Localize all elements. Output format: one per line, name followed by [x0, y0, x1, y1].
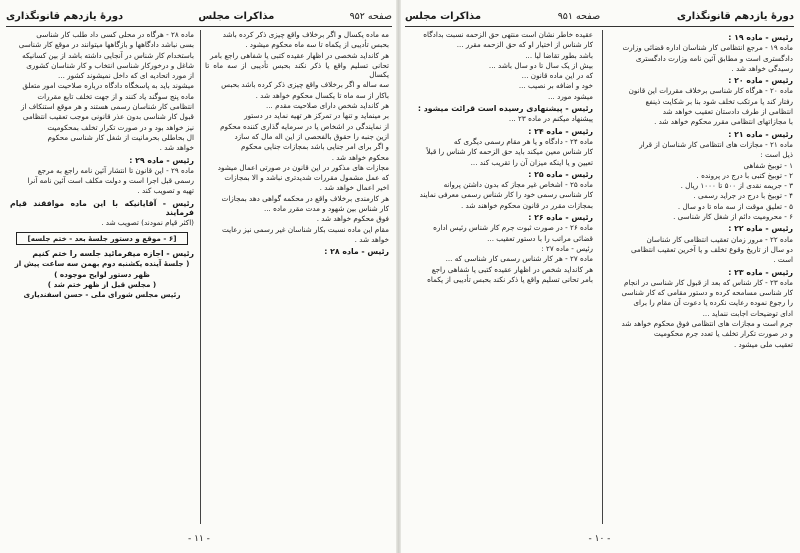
paragraph: هر کانداید شخص در اظهار عقیده کتبی یا شفاهی راجع [431, 264, 593, 274]
paragraph: کار شناسی مسامحه کرده و دستور مقامی که کار شناسی [621, 288, 793, 298]
paragraph: بامر تحانی تسلیم واقع یا ذکر نکند بحبس تأدیبی از یکماه [427, 274, 593, 284]
paragraph: جرم است و مجازات های انتظامی فوق محکوم خواهد شد [621, 319, 793, 329]
paragraph: ازین جنبه را حقوق بالفحصی از این اله مال که سازد [234, 131, 389, 141]
paragraph: که در این ماده قانون ... [521, 71, 593, 81]
paragraph: نیز خواهد بود و در صورت تکرار تخلف بمحکومیت [47, 122, 194, 132]
paragraph: کار شناس معین میکند باید حق الزحمه کار شناس را قبلاً [426, 147, 593, 157]
speaker-line: رئیس - پیشنهادی رسیده است قرائت میشود : [417, 104, 593, 114]
speaker-line: رئیس - ماده ۲۵ : [528, 169, 593, 179]
paragraph: ۳ - جریمه نقدی از ۵۰۰ تا ۱۰۰۰ ریال . [680, 181, 793, 191]
paragraph: خود و اضافه بر نصیب ... [518, 81, 593, 91]
paragraph: باکار از سه ماه تا یکسال محکوم خواهد شد . [255, 90, 389, 100]
paragraph: مجازات های مذکور در این قانون در صورتی اعمال میشود [217, 162, 389, 172]
right-page-label: صفحه ۹۵۱ [557, 10, 601, 22]
paragraph: با مجازاتهای انتظامی مقرر محکوم خواهد شد . [654, 117, 793, 127]
paragraph: رسمی قبل اجرا است و دولت مکلف است آئین نامه آنرا [27, 176, 194, 186]
paragraph: بمجازات مقرر در قانون محکوم خواهند شد . [460, 200, 593, 210]
paragraph: قضائی مراتب را با دستور تعقیب ... [487, 233, 593, 243]
left-page-right-column [205, 30, 389, 528]
paragraph: پیشنهاد میکنم در ماده ۲۳ ... [508, 114, 593, 124]
paragraph: بیش از یک سال تا دو سال باشد ... [488, 60, 593, 70]
paragraph: باستخدام کار شناس در آنجایی داشته باشد از بین کسانیکه [22, 50, 194, 60]
paragraph: کار شناس بین شهود و مدت مقرر ماده ... [263, 204, 389, 214]
right-column-divider [602, 30, 603, 524]
paragraph: ماده ۲۶ - در صورت ثبوت جرم کار شناس رئیس اداره [433, 223, 593, 233]
paragraph: محکوم خواهد شد . [331, 152, 389, 162]
paragraph: رئیس - ماده ۲۷ : [541, 243, 593, 253]
speaker-line: رئیس - ماده ۱۹ : [728, 33, 793, 42]
right-page-left-column [409, 30, 593, 528]
speaker-line: رئیس - ماده ۲۸ : [324, 247, 389, 257]
paragraph: خواهد شد . [354, 234, 389, 244]
paragraph: دادگستری است و مطابق آئین نامه وزارت دادگستری [635, 53, 793, 63]
paragraph: ماده ۲۸ - هرگاه در محلی کسی داد طلب کار شناسی [36, 30, 194, 39]
paragraph: هر کانداید شخص دارای صلاحیت مقدم ... [265, 101, 389, 111]
left-session-title: مذاکرات مجلس [198, 10, 275, 22]
paragraph: مقام این ماده نسبت بکار شناسان غیر رسمی نیز رعایت [222, 224, 389, 234]
paragraph: بسی نباشد دادگاهها و بازگاهها میتوانند در موقع کار شناسی [18, 40, 194, 50]
paragraph: انتظامی از طرف دادستان تعقیب خواهد شد [662, 107, 793, 117]
paragraph: ماده پنج سوگند یاد کنند و از جهت تخلف تابع مقررات [37, 91, 194, 101]
paragraph: تحانی تسلیم واقع یا ذکر نکند بحبس تأدیبی از سه ماه تا یکسال [205, 60, 389, 80]
left-page-number: - ۱۱ - [188, 534, 210, 544]
paragraph: تهیه و تصویب کند . [137, 186, 194, 196]
right-page [405, 6, 794, 546]
session-note: ظهر دستور لوایح موجوده ) [54, 269, 150, 279]
paragraph: سه ساله و اگر برخلاف واقع چیزی ذکر کرده باشد بحبس [221, 80, 389, 90]
paragraph: تعیین و یا اینکه میزان آن را تقریب کند ... [470, 157, 593, 167]
right-term-title: دورهٔ یازدهم قانونگذاری [676, 10, 794, 22]
book-gutter [396, 0, 401, 553]
paragraph: ۲ - توبیخ کتبی با درج در پرونده . [696, 170, 793, 180]
left-page-header [6, 6, 392, 27]
paragraph: تعقیب ملی میشود . [733, 339, 793, 349]
paragraph: میشود مورد ... [547, 91, 593, 101]
paragraph: ماده ۲۷ - هر کار شناس رسمی کار شناسی که ... [445, 254, 593, 264]
paragraph: ال بحاطلی بحرمانیت از شغل کار شناسی محکوم [47, 132, 194, 142]
paragraph: اخیر اعمال خواهد شد . [319, 183, 389, 193]
session-note: ( مجلس قبل از ظهر ختم شد ) [47, 279, 157, 289]
paragraph: ماده ۱۹ - مرجع انتظامی کار شناسان اداره قضائی وزارت [622, 43, 793, 53]
paragraph: از مورد اتحادیه ای که داخل نمیشوند کشور ... [58, 71, 194, 81]
paragraph: عقیده خاطر نشان است منتهی حق الزحمه نسبت بدادگاه [423, 30, 593, 39]
left-term-title: دورهٔ یازدهم قانونگذاری [6, 10, 124, 22]
session-note: رئیس مجلس شورای ملی - حسن اسفندیاری [23, 290, 181, 300]
paragraph: است . [773, 255, 793, 265]
right-page-number: - ۱۰ - [588, 534, 611, 544]
paragraph: ماده ۲۳ - کار شناس که بعد از قبول کار شناسی در انجام [624, 277, 793, 287]
paragraph: دو سال از تاریخ وقوع تخلف و یا آخرین تعقیب انتظامی [630, 244, 793, 254]
section-heading-box: [۶ - موقع و دستور جلسهٔ بعد - ختم جلسه] [16, 232, 188, 245]
paragraph: از نمایندگی در اشخاص یا در سرمایه گذاری کننده محکوم [220, 121, 389, 131]
speaker-line: رئیس - ماده ۲۳ : [728, 267, 793, 277]
right-page-header [405, 6, 794, 27]
speaker-line: رئیس - ماده ۲۹ : [129, 155, 194, 165]
paragraph: را رجوع نموده رعایت نکرده یا دعوت آن مقام را برای [633, 298, 793, 308]
paragraph: ماده ۲۱ - مجازات های انتظامی کار شناسان از قرار [639, 139, 793, 149]
speaker-line: رئیس - ماده ۲۰ : [728, 76, 793, 86]
paragraph: قبول کار شناسی بدون عذر قانونی موجب تعقیب انتظامی [22, 112, 194, 122]
paragraph: (اکثر قیام نمودند) تصویب شد . [101, 218, 194, 228]
paragraph: شاغل و درخورکار شناسی انتخاب و کار شناسان کشوری [26, 60, 194, 70]
paragraph: هر کارمندی برخلاف واقع در محکمه گواهی دهد بمجازات [221, 193, 389, 203]
paragraph: میشوند باید به پاسخگاه دادگاه درباره صلاحیت امور متعلق [22, 81, 194, 91]
paragraph: کار شناسی رسمی خود را کار شناس رسمی معرفی نمایند [419, 190, 593, 200]
paragraph: مه ماده یکسال و اگر برخلاف واقع چیزی ذکر کرده باشد [222, 30, 389, 39]
left-page [6, 6, 392, 546]
paragraph: ماده ۲۲ - مرور زمان تعقیب انتظامی کار شناسان [646, 234, 793, 244]
paragraph: ذیل است : [760, 150, 793, 160]
speaker-line: رئیس - ماده ۲۶ : [528, 213, 593, 223]
right-page-right-column [609, 30, 793, 528]
speaker-line: رئیس - آقایانیکه با این ماده موافقند قیام فرمایند [10, 198, 194, 218]
paragraph: که عمل مشمول مقررات شدیدتری نباشد و الا بمجازات [224, 173, 389, 183]
paragraph: ادای توضیحات اجابت ننماید ... [702, 308, 793, 318]
paragraph: رسیدگی خواهد شد . [731, 63, 793, 73]
paragraph: ۱ - توبیخ شفاهی [743, 160, 793, 170]
paragraph: ۵ - تعلیق موقت از سه ماه تا دو سال . [677, 201, 793, 211]
paragraph: و اگر برای امر جنایی باشد بمجازات جنایی محکوم [241, 142, 389, 152]
session-note: ( جلسهٔ آینده یکشنبه دوم بهمن سه ساعت پیش از [14, 259, 190, 269]
speaker-line: رئیس - ماده ۲۱ : [728, 129, 793, 139]
left-page-label: صفحه ۹۵۲ [349, 10, 392, 22]
paragraph: ۴ - توبیخ با درج در جراید رسمی . [693, 191, 793, 201]
speaker-line: رئیس - اجازه میفرمائید جلسه را ختم کنیم [32, 248, 194, 258]
paragraph: ۶ - محرومیت دائم از شغل کار شناسی . [673, 212, 793, 222]
paragraph: بحبس تأدیبی از یکماه تا سه ماه محکوم میشود . [245, 40, 389, 50]
paragraph: خواهد شد . [159, 143, 194, 153]
paragraph: کار شناس از اختیار او که حق الزحمه مقرر ... [456, 40, 593, 50]
paragraph: باشد بطور تقاضا لیا ... [525, 50, 593, 60]
paragraph: هر کانداید شخصی در اظهار عقیده کتبی یا شفاهی راجع بامر [210, 50, 389, 60]
speaker-line: رئیس - ماده ۲۴ : [528, 126, 593, 136]
paragraph: فوق محکوم خواهد شد . [316, 214, 389, 224]
paragraph: بر مینماید و تنها در تمرکز هر تهیه نماید در دستور [244, 111, 389, 121]
paragraph: رفتار کند یا مرتکب تخلف شود بنا بر شکایت ذینفع [645, 96, 793, 106]
paragraph: انتظامی کار شناسان رسمی هستند و هر موقع استنکاف از [20, 102, 194, 112]
speaker-line: رئیس - ماده ۲۲ : [728, 224, 793, 234]
paragraph: ماده ۲۴ - دادگاه و یا هر مقام رسمی دیگری که [453, 136, 593, 146]
paragraph: ماده ۲۹ - این قانون تا انتشار آئین نامه راجع به مرجع [37, 165, 194, 175]
paragraph: و در صورت تکرار تخلف یا تعدد جرم محکومیت [653, 329, 793, 339]
right-session-title: مذاکرات مجلس [405, 10, 482, 22]
left-column-divider [200, 30, 201, 524]
paragraph: ماده ۲۰ - هرگاه کار شناسی برخلاف مقررات این قانون [628, 86, 793, 96]
paragraph: ماده ۲۵ - اشخاص غیر مجاز که بدون داشتن پروانه [443, 180, 593, 190]
left-page-left-column [10, 30, 194, 528]
